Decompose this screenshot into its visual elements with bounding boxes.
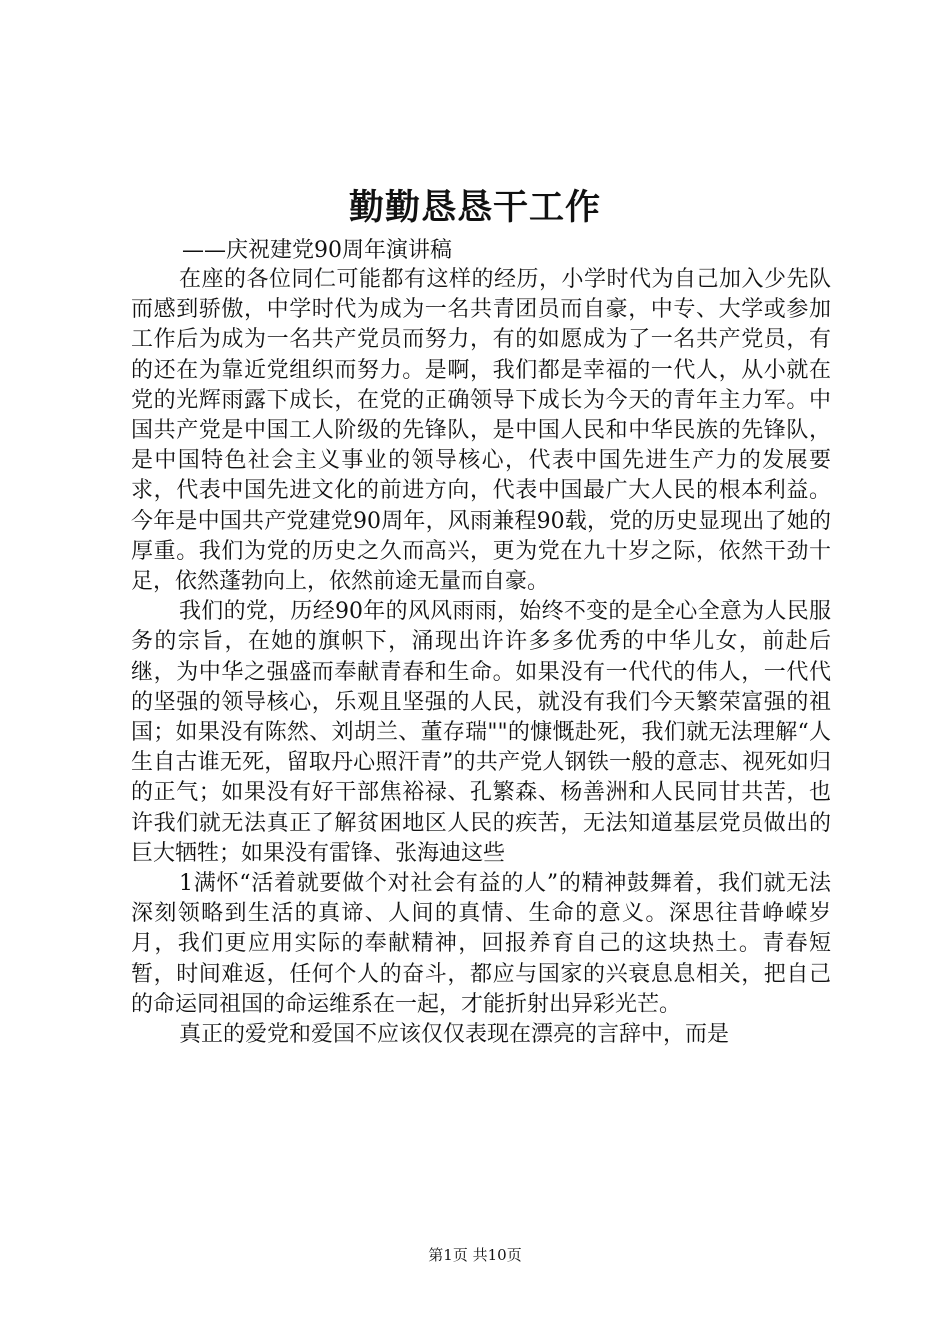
document-body	[131, 265, 831, 1050]
document-title: 勤勤恳恳干工作	[348, 187, 601, 228]
document-subtitle: ——庆祝建党90周年演讲稿	[182, 238, 452, 263]
body-paragraph-4: 真正的爱党和爱国不应该仅仅表现在漂亮的言辞中，而是	[179, 1022, 730, 1048]
body-paragraph-3: 1满怀“活着就要做个对社会有益的人”的精神鼓舞着，我们就无法深刻领略到生活的真谛、人间的真情、生命的意义。深思往昔峥嵘岁月，我们更应用实际的奉献精神，回报养育自己的这块热土。青春短暂，时间难返，任何个人的奋斗，都应与国家的兴衰息息相关，把自己的命运同祖国的命运维系在一起，才能折射出异彩光芒。	[131, 871, 831, 1017]
body-paragraph-2: 我们的党，历经90年的风风雨雨，始终不变的是全心全意为人民服务的宗旨，在她的旗帜下，涌现出许许多多优秀的中华儿女，前赴后继，为中华之强盛而奉献青春和生命。如果没有一代代的伟人，一代代的坚强的领导核心，乐观且坚强的人民，就没有我们今天繁荣富强的祖国；如果没有陈然、刘胡兰、董存瑞""的慷慨赴死，我们就无法理解“人生自古谁无死，留取丹心照汗青”的共产党人钢铁一般的意志、视死如归的正气；如果没有好干部焦裕禄、孔繁森、杨善洲和人民同甘共苦，也许我们就无法真正了解贫困地区人民的疾苦，无法知道基层党员做出的巨大牺牲；如果没有雷锋、张海迪这些	[131, 599, 831, 866]
page-number-footer: 第1页 共10页	[428, 1246, 522, 1264]
body-paragraph-1: 在座的各位同仁可能都有这样的经历，小学时代为自己加入少先队而感到骄傲，中学时代为成为一名共青团员而自豪，中专、大学或参加工作后为成为一名共产党员而努力，有的如愿成为了一名共产党员，有的还在为靠近党组织而努力。是啊，我们都是幸福的一代人，从小就在党的光辉雨露下成长，在党的正确领导下成长为今天的青年主力军。中国共产党是中国工人阶级的先锋队，是中国人民和中华民族的先锋队，是中国特色社会主义事业的领导核心，代表中国先进生产力的发展要求，代表中国先进文化的前进方向，代表中国最广大人民的根本利益。今年是中国共产党建党90周年，风雨兼程90载，党的历史显现出了她的厚重。我们为党的历史之久而高兴，更为党在九十岁之际，依然干劲十足，依然蓬勃向上，依然前途无量而自豪。	[131, 267, 831, 595]
